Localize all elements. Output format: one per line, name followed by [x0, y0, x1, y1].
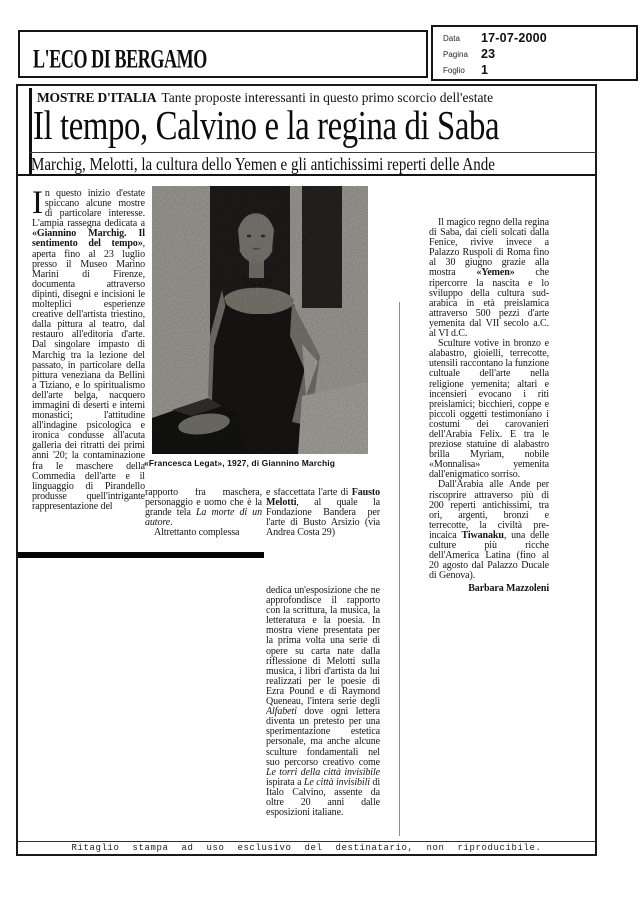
footer-notice: Ritaglio stampa ad uso esclusivo del destinatario, non riproducibile.: [18, 841, 595, 854]
headline: Il tempo, Calvino e la regina di Saba: [33, 102, 500, 148]
header-bottom-rule: [18, 174, 595, 176]
info-row-page: [443, 46, 636, 62]
kicker-text: Tante proposte interessanti in questo primo scorcio dell'estate: [161, 90, 494, 105]
body-column-1: In questo inizio d'estate spiccano alcune mostre di particolare interesse. L'ampia rassegna dedicata a «Giannino Marchig. Il sentimento del tempo», aperta fino al 23 luglio presso il Museo Marino Marini di Firenze, documenta attraverso dipinti, disegni e incisioni le molteplici esperienze creative dell'artista triestino, dalla pittura al teatro, dal restauro all'editoria d'arte. Dal singolare impasto di Marchig tra la lezione del passato, in particolare della pittura veneziana da Bellini a Tiziano, e lo spiritualismo dell'arte belga, nacquero immagini di deserti e interni monastici; l'attitudine all'indagine psicologica e ironica condusse all'acuta galleria dei ritratti dei primi anni '20; la contaminazione fra le maschere della Commedia dell'arte e il linguaggio di Pirandello produsse quell'intrigante rappresentazione del: [32, 189, 145, 512]
portrait-photo-illustration: [152, 186, 368, 454]
masthead-box: [18, 30, 428, 78]
article-box: [16, 84, 597, 856]
column-divider-rule: [399, 302, 400, 836]
portrait-photo: [152, 186, 368, 454]
body-column-2b: e sfaccettata l'arte di Fausto Melotti, al quale la Fondazione Bandera per l'arte di Busto Arsizio (via Andrea Costa 29): [266, 488, 380, 539]
headline-subhead-rule: [30, 152, 596, 153]
subhead: Marchig, Melotti, la cultura dello Yemen e gli antichissimi reperti delle Ande: [31, 154, 495, 174]
info-label-data: Data: [443, 33, 460, 43]
info-row-data: [443, 30, 636, 46]
body-column-2a: rapporto fra maschera, personaggio e uomo che è la grande tela La morte di un autore. Altrettanto complessa: [145, 488, 262, 539]
info-value-data: 17-07-2000: [481, 31, 547, 45]
info-value-sheet: 1: [481, 63, 489, 77]
body-column-3-paragraphs: Il magico regno della regina di Saba, dai cieli solcati dalla Fenice, rivive invece a Palazzo Ruspoli di Roma fino al 30 giugno grazie alla mostra «Yemen» che ripercorre la nascita e lo sviluppo della cultura sud-arabica in età preislamica attraverso 500 pezzi d'arte yemenita dal VII secolo a.C. al VI d.C. Sculture votive in bronzo e alabastro, gioielli, terrecotte, utensili raccontano la funzione cultuale dell'arte nella religione yemenita; altari e incensieri evocano i riti preislamici; bicchieri, coppe e piccoli oggetti testimoniano i costumi dei carovanieri dell'Arabia Felix. E tra le preziose statuine di alabastro brilla Myriam, nobile «Monnalisa» yemenita dall'enigmatico sorriso. Dall'Arabia alle Ande per riscoprire attraverso più di 200 reperti antichissimi, tra ori, argenti, bronzi e terrecotte, la civiltà pre-incaica Tiwanaku, una delle culture più ricche dell'America Latina (fino al 20 agosto dal Palazzo Ducale di Genova).: [429, 218, 549, 582]
section-divider-bar: [18, 552, 264, 558]
kicker-label: MOSTRE D'ITALIA: [37, 90, 157, 105]
byline: Barbara Mazzoleni: [468, 583, 549, 595]
info-label-sheet: Foglio: [443, 65, 465, 75]
info-row-sheet: [443, 62, 636, 78]
info-value-page: 23: [481, 47, 496, 61]
body-column-2b-continued: dedica un'esposizione che ne approfondisce il rapporto con la scrittura, la musica, la letteratura e la poesia. In mostra viene presentata per la prima volta una serie di opere su carta nate dalla riflessione di Melotti sulla musica, i libri d'artista da lui realizzati per le poesie di Ezra Pound e di Raymond Queneau, l'intera serie degli Alfabeti dove ogni lettera diventa un pretesto per una sperimentazione estetica personale, ma anche alcune sculture fondamentali nel suo percorso creativo come Le torri della città invisibile ispirata a Le città invisibili di Italo Calvino, assente da oltre 20 anni dalle esposizioni italiane.: [266, 586, 380, 819]
info-label-page: Pagina: [443, 49, 468, 59]
body-column-3: [429, 218, 549, 738]
photo-caption: «Francesca Legat», 1927, di Giannino Marchig: [144, 458, 335, 468]
masthead-logo: L'ECO DI BERGAMO: [33, 43, 207, 74]
clipping-info-box: [431, 25, 638, 81]
